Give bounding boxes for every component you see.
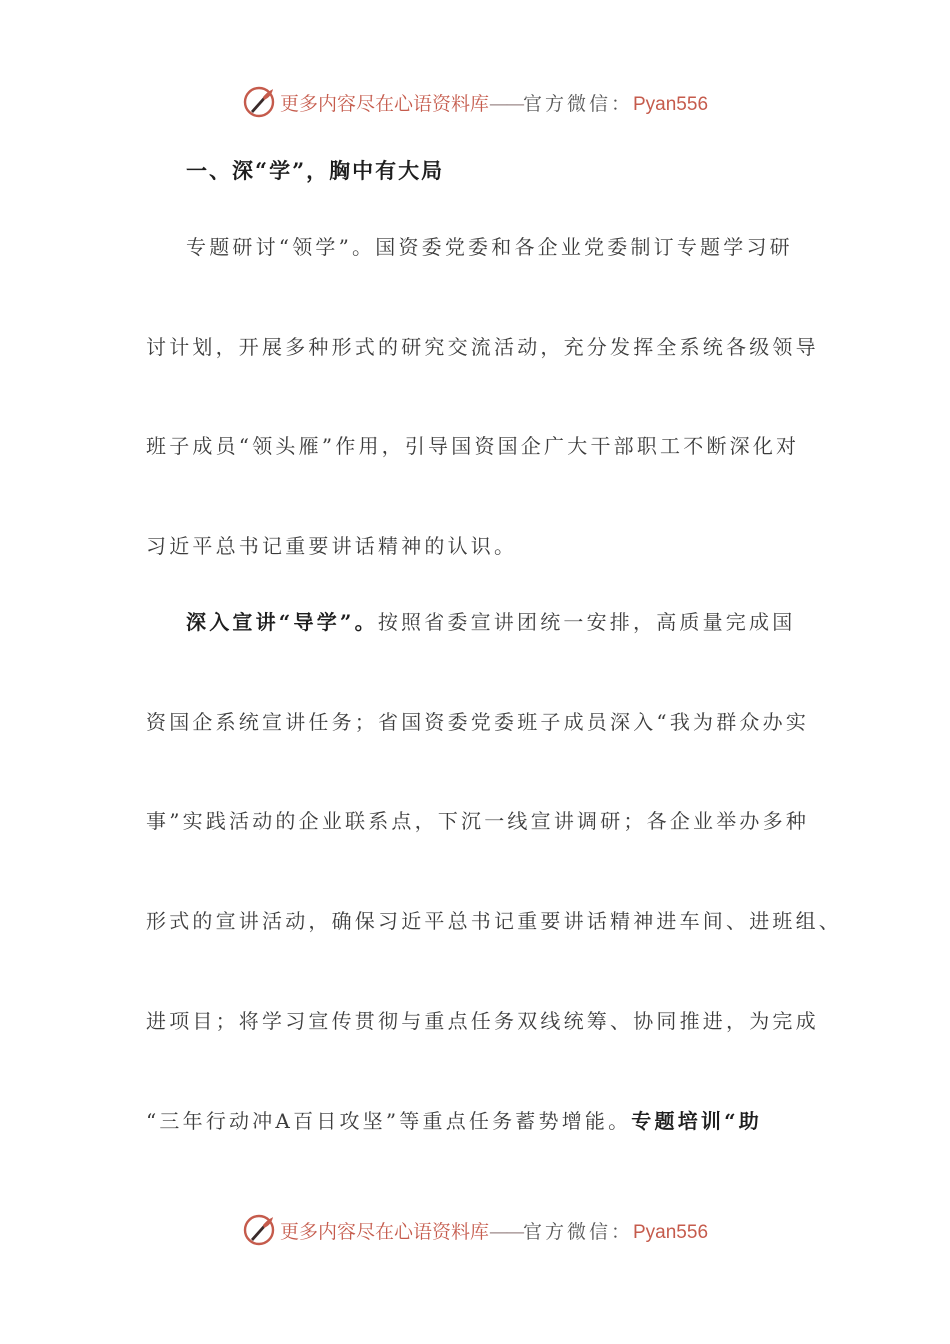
- paragraph-2-line-1: [186, 607, 795, 637]
- paragraph-2-line-6-text: “三年行动冲A百日攻坚”等重点任务蓄势增能。: [146, 1109, 632, 1133]
- paragraph-2-line-3: 事”实践活动的企业联系点，下沉一线宣讲调研；各企业举办多种: [146, 809, 810, 833]
- paragraph-1-line-1: 专题研讨“领学”。国资委党委和各企业党委制订专题学习研: [186, 235, 793, 259]
- quill-logo-icon: [242, 1213, 276, 1247]
- watermark-banner-top: [0, 82, 950, 122]
- section-heading: 一、深“学”，胸中有大局: [186, 158, 445, 183]
- paragraph-2-line-1-text: 按照省委宣讲团统一安排，高质量完成国: [377, 610, 796, 634]
- quill-logo-icon: [242, 85, 276, 119]
- paragraph-2-lead-bold: 深入宣讲“导学”。: [186, 610, 378, 634]
- paragraph-2-line-5: 进项目；将学习宣传贯彻与重点任务双线统筹、协同推进，为完成: [146, 1009, 819, 1033]
- paragraph-2-line-2: 资国企系统宣讲任务；省国资委党委班子成员深入“我为群众办实: [146, 710, 810, 734]
- watermark-text: 更多内容尽在心语资料库——官方微信：Pyan556: [279, 92, 709, 115]
- paragraph-2-line-6: [146, 1106, 762, 1136]
- paragraph-1-line-2: 讨计划，开展多种形式的研究交流活动，充分发挥全系统各级领导: [146, 335, 819, 359]
- paragraph-3-lead-bold: 专题培训“助: [631, 1109, 763, 1133]
- watermark-banner-bottom: [0, 1210, 950, 1250]
- paragraph-1-line-4: 习近平总书记重要讲话精神的认识。: [146, 534, 518, 558]
- paragraph-1-line-3: 班子成员“领头雁”作用，引导国资国企广大干部职工不断深化对: [146, 434, 800, 458]
- paragraph-2-line-4: 形式的宣讲活动，确保习近平总书记重要讲话精神进车间、进班组、: [146, 909, 842, 933]
- watermark-text: 更多内容尽在心语资料库——官方微信：Pyan556: [279, 1220, 709, 1243]
